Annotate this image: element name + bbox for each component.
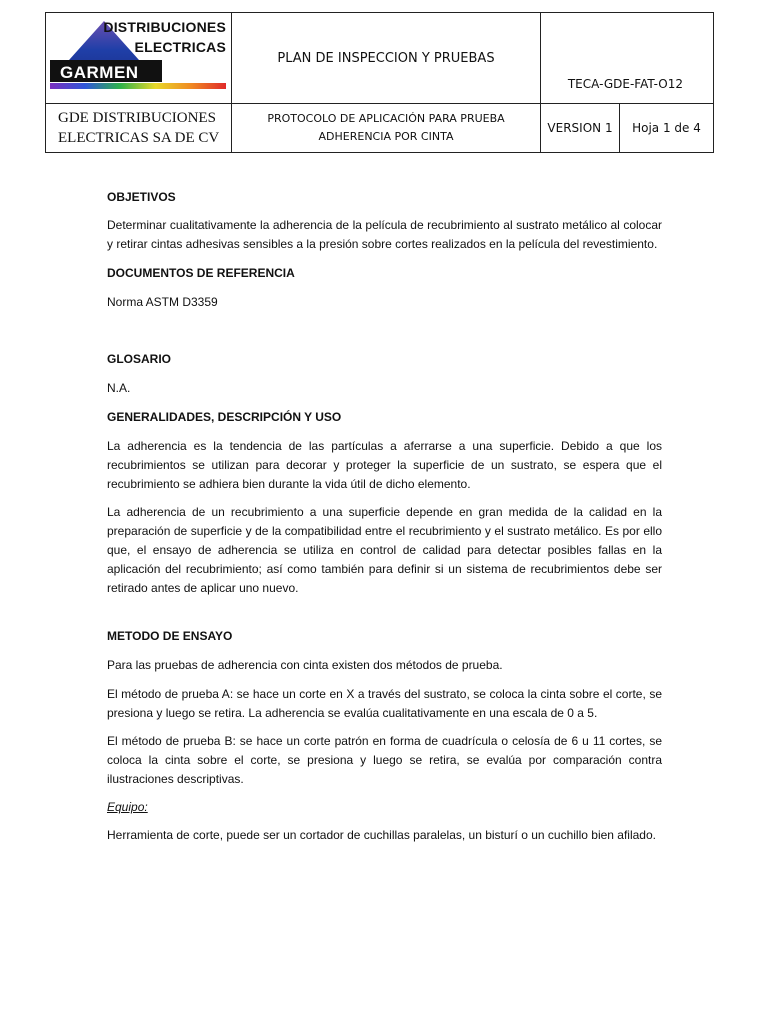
metodo-paragraph-1: Para las pruebas de adherencia con cinta existen dos métodos de prueba. xyxy=(107,658,503,672)
metodo-paragraph-3: El método de prueba B: se hace un corte patrón en forma de cuadrícula o celosía de 6 u 11 cortes, se coloca la cinta sobre el corte, se presiona y luego se retira, se evalúa por comparación contra ilustraciones descriptivas. xyxy=(107,734,662,786)
protocol-title xyxy=(232,104,541,153)
glosario-text: N.A. xyxy=(107,381,131,395)
generalidades-paragraph-1: La adherencia es la tendencia de las partículas a aferrarse a una superficie. Debido a que los recubrimientos se utilizan para decorar y proteger la superficie de un sustrato, se espera que el recubrimiento se adhiera bien durante la vida útil de dicho elemento. xyxy=(107,439,662,491)
section-title-documentos: DOCUMENTOS DE REFERENCIA xyxy=(107,266,295,280)
company-line2: ELECTRICAS SA DE CV xyxy=(58,130,220,146)
section-title-objetivos: OBJETIVOS xyxy=(107,190,176,204)
section-title-generalidades: GENERALIDADES, DESCRIPCIÓN Y USO xyxy=(107,410,342,424)
protocol-line2: ADHERENCIA POR CINTA xyxy=(318,130,454,143)
company-logo xyxy=(46,13,232,103)
logo-text-line1: DISTRIBUCIONES xyxy=(103,19,226,35)
document-body xyxy=(107,188,662,845)
company-line1: GDE DISTRIBUCIONES xyxy=(58,110,216,126)
logo-brand: GARMEN xyxy=(60,63,139,82)
metodo-paragraph-2: El método de prueba A: se hace un corte en X a través del sustrato, se coloca la cinta sobre el corte, se presiona y luego se retira. La adherencia se evalúa cualitativamente en una escala de 0 a 5. xyxy=(107,687,662,720)
objetivos-text: Determinar cualitativamente la adherencia de la película de recubrimiento al sustrato metálico al colocar y retirar cintas adhesivas sensibles a la presión sobre cortes realizados en la película del revestimiento. xyxy=(107,218,662,251)
sheet-number: Hoja 1 de 4 xyxy=(620,104,714,153)
documentos-text: Norma ASTM D3359 xyxy=(107,295,218,309)
subsection-title-equipo: Equipo: xyxy=(107,800,148,814)
company-name xyxy=(46,104,232,153)
protocol-line1: PROTOCOLO DE APLICACIÓN PARA PRUEBA xyxy=(267,112,505,125)
generalidades-paragraph-2: La adherencia de un recubrimiento a una superficie depende en gran medida de la calidad en la preparación de superficie y de la compatibilidad entre el recubrimiento y el sustrato metálico. Es por ello que, el ensayo de adherencia se utiliza en control de calidad para detectar posibles fallas en la aplicación del recubrimiento; así como también para definir si un sistema de recubrimientos debe ser retirado antes de aplicar uno nuevo. xyxy=(107,505,662,595)
section-title-glosario: GLOSARIO xyxy=(107,352,172,366)
equipo-text: Herramienta de corte, puede ser un cortador de cuchillas paralelas, un bisturí o un cuchillo bien afilado. xyxy=(107,828,656,842)
section-title-metodo: METODO DE ENSAYO xyxy=(107,629,233,643)
logo-text-line2: ELECTRICAS xyxy=(134,39,226,55)
logo-cell xyxy=(46,13,232,104)
document-code: TECA-GDE-FAT-O12 xyxy=(541,13,714,104)
version-label: VERSION 1 xyxy=(541,104,620,153)
document-header-table xyxy=(45,12,714,153)
plan-title: PLAN DE INSPECCION Y PRUEBAS xyxy=(232,13,541,104)
